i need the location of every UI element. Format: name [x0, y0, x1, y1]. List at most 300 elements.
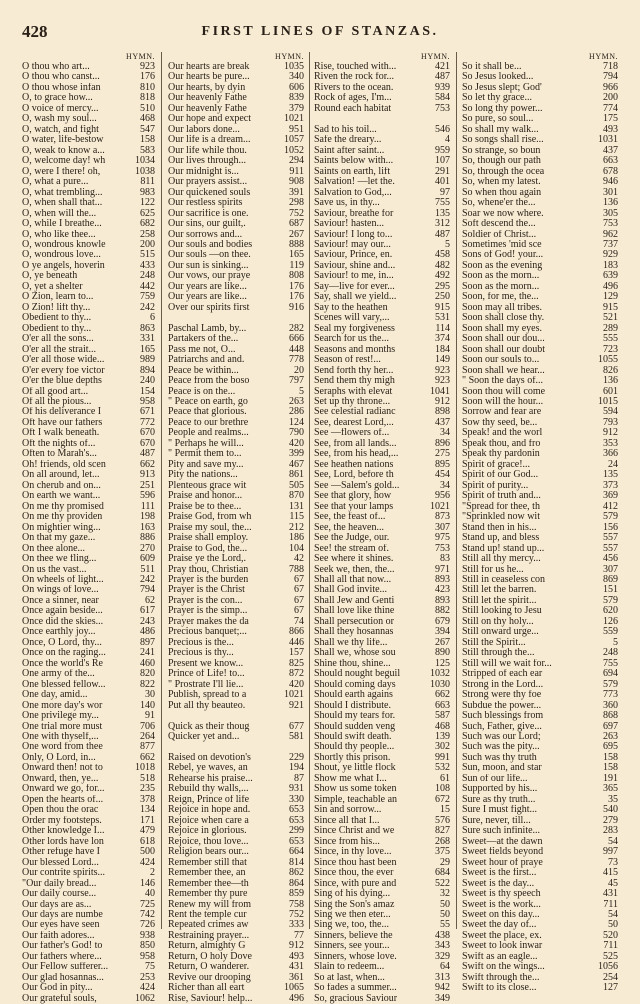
index-entry — [22, 931, 155, 941]
hymn-number: 758 — [289, 898, 304, 910]
index-entry — [462, 188, 618, 198]
hymn-number: 694 — [603, 668, 618, 680]
hymn-number: 67 — [294, 605, 304, 617]
index-entry — [314, 303, 450, 313]
index-entry — [22, 638, 155, 648]
hymn-number: 353 — [603, 437, 618, 449]
first-line-text: Quicker yet and... — [168, 732, 240, 742]
first-line-text: O, what trembling... — [22, 187, 103, 198]
stanza-column-1 — [22, 52, 155, 1004]
hymn-number: 939 — [435, 81, 450, 93]
hymn-number: 915 — [435, 301, 450, 313]
first-line-text: Should my tears for. — [314, 711, 396, 722]
first-line-text: O, who like thee... — [22, 229, 96, 240]
hymn-number: 394 — [435, 626, 450, 638]
index-entry — [314, 387, 450, 397]
hymn-number: 625 — [140, 207, 155, 219]
first-line-text: Rent the temple cur — [168, 909, 247, 920]
index-entry — [168, 512, 304, 522]
index-entry — [314, 837, 450, 847]
hymn-number: 618 — [140, 835, 155, 847]
hymn-number: 275 — [435, 448, 450, 460]
hymn-number: 191 — [603, 772, 618, 784]
index-entry — [462, 596, 618, 606]
index-entry — [314, 805, 450, 815]
first-line-text: Precious is the... — [168, 637, 234, 648]
first-line-text: Our life is a dream... — [168, 135, 251, 146]
first-line-text: Still the Spirit... — [462, 637, 526, 648]
first-line-text: Of all good art... — [22, 386, 89, 397]
index-entry — [168, 282, 304, 292]
first-line-text: Sin and sorrow... — [314, 805, 382, 816]
hymn-number: 794 — [140, 584, 155, 596]
index-entry — [22, 407, 155, 417]
index-entry — [314, 355, 450, 365]
index-entry — [314, 606, 450, 616]
hymn-number: 492 — [435, 270, 450, 282]
first-line-text: Strong were thy foe — [462, 690, 542, 701]
index-entry — [22, 366, 155, 376]
first-line-text: So, though our path — [462, 156, 541, 167]
first-line-text: See, dearest Lord,... — [314, 417, 394, 428]
first-line-text: Such, Father, give... — [462, 721, 542, 732]
first-line-text: Saviour, Prince, en. — [314, 250, 393, 261]
first-line-text: Repeated crimes aw — [168, 920, 249, 931]
hymn-number: 726 — [140, 919, 155, 931]
first-line-text: Soldier of Christ... — [462, 229, 537, 240]
hymn-number: 83 — [440, 553, 450, 565]
hymn-number: 617 — [140, 605, 155, 617]
hymn-number: 752 — [289, 908, 304, 920]
hymn-number: 298 — [289, 197, 304, 209]
hymn-number: 104 — [289, 542, 304, 554]
first-line-text: Sun, moon, and star — [462, 763, 542, 774]
index-entry — [22, 533, 155, 543]
first-line-text: O, yet a shelter — [22, 281, 83, 292]
index-entry — [314, 753, 450, 763]
hymn-number: 330 — [289, 793, 304, 805]
first-line-text: Once, O Lord, thy... — [22, 637, 102, 648]
index-entry — [462, 125, 618, 135]
hymn-number: 753 — [603, 218, 618, 230]
index-entry — [168, 617, 304, 627]
first-line-text: Over our spirits first — [168, 302, 250, 313]
hymn-number: 267 — [289, 228, 304, 240]
hymn-number: 958 — [140, 396, 155, 407]
first-line-text: " Permit them to... — [168, 449, 242, 460]
index-entry — [22, 240, 155, 250]
first-line-text: Our quickened souls — [168, 187, 251, 198]
first-line-text: Round each habitat — [314, 103, 392, 114]
hymn-number: 1021 — [284, 113, 304, 125]
first-line-text: Return, O holy Dove — [168, 951, 252, 962]
hymn-number: 129 — [603, 291, 618, 303]
hymn-number: 139 — [435, 731, 450, 742]
first-line-text: Prayer is the burden — [168, 574, 249, 585]
index-entry — [314, 366, 450, 376]
first-line-text: Slain to redeem... — [314, 962, 385, 973]
index-entry — [22, 481, 155, 491]
hymn-number: 666 — [289, 333, 304, 345]
hymn-number: 2 — [150, 867, 155, 879]
hymn-number: 810 — [140, 81, 155, 93]
first-line-text: Such was thy truth — [462, 752, 537, 763]
first-line-text: O'er all those wide... — [22, 355, 105, 366]
hymn-number: 212 — [289, 521, 304, 533]
first-line-text: Our midnight is... — [168, 166, 239, 177]
first-line-text: So, through the ocea — [462, 166, 545, 177]
hymn-number: 448 — [289, 343, 304, 355]
index-entry — [22, 868, 155, 878]
stanza-column-4 — [462, 52, 618, 994]
hymn-number: 1018 — [135, 762, 155, 774]
index-entry — [22, 502, 155, 512]
first-line-text: Should sudden veng — [314, 721, 396, 732]
first-line-text: Saints on earth, lift — [314, 166, 391, 177]
first-line-text: O, to grace how... — [22, 93, 93, 104]
first-line-text: O, wash my soul... — [22, 114, 97, 125]
index-entry — [314, 93, 450, 103]
first-line-text: Shall God invite... — [314, 585, 388, 596]
first-line-text: Sure, never, till... — [462, 815, 531, 826]
index-entry — [462, 523, 618, 533]
first-line-text: Our prayers assist... — [168, 177, 248, 188]
hymn-number: 863 — [140, 322, 155, 334]
first-line-text: Say to the heathen — [314, 302, 388, 313]
first-line-text: Onward, then, ye... — [22, 773, 99, 784]
index-entry — [22, 93, 155, 103]
index-entry — [22, 742, 155, 752]
index-entry — [462, 167, 618, 177]
index-entry — [168, 209, 304, 219]
first-line-text: Since thou, the ever — [314, 868, 394, 879]
index-entry — [314, 868, 450, 878]
first-line-text: O Zion! lift thy... — [22, 302, 91, 313]
hymn-number: 888 — [289, 238, 304, 250]
hymn-number: 5 — [613, 636, 618, 648]
first-line-text: Remember thee—th — [168, 878, 249, 889]
first-line-text: Soar we now where. — [462, 208, 544, 219]
hymn-number: 773 — [603, 689, 618, 701]
section-gap — [168, 313, 304, 323]
first-line-text: On that my gaze... — [22, 533, 96, 544]
hymn-number: 126 — [603, 615, 618, 627]
hymn-number: 1041 — [430, 385, 450, 397]
first-line-text: Shall love like thine — [314, 606, 395, 617]
index-entry — [22, 879, 155, 889]
hymn-number: 678 — [603, 165, 618, 177]
hymn-number: 662 — [140, 751, 155, 763]
hymn-number: 194 — [289, 762, 304, 774]
first-line-text: Our vows, our praye — [168, 271, 251, 282]
hymn-number: 601 — [603, 385, 618, 397]
index-entry — [314, 627, 450, 637]
first-line-text: Saviour! I long to... — [314, 229, 393, 240]
index-entry — [168, 575, 304, 585]
index-entry — [168, 837, 304, 847]
index-entry — [168, 784, 304, 794]
hymn-number: 122 — [140, 197, 155, 209]
hymn-number: 923 — [435, 364, 450, 376]
hymn-number: 797 — [289, 375, 304, 387]
index-entry — [314, 544, 450, 554]
first-line-text: See celestial radianc — [314, 407, 396, 418]
hymn-number: 29 — [440, 856, 450, 868]
hymn-number: 62 — [145, 594, 155, 606]
index-entry — [462, 711, 618, 721]
hymn-number: 200 — [140, 238, 155, 250]
index-entry — [22, 994, 155, 1004]
index-entry — [22, 135, 155, 145]
index-entry — [168, 345, 304, 355]
hymn-number: 158 — [140, 134, 155, 146]
first-line-text: Our days are numbe — [22, 909, 103, 920]
index-entry — [462, 753, 618, 763]
index-entry — [168, 481, 304, 491]
first-line-text: O water, life-bestow — [22, 135, 104, 146]
first-line-text: Swift through the... — [462, 972, 540, 983]
first-line-text: Soon shall close thy. — [462, 313, 545, 324]
index-entry — [462, 177, 618, 187]
first-line-text: Shine thou, shine... — [314, 658, 391, 669]
hymn-number: 291 — [435, 165, 450, 177]
first-line-text: Remember thy pure — [168, 889, 248, 900]
index-entry — [22, 847, 155, 857]
hymn-number: 864 — [289, 877, 304, 889]
first-line-text: Precious banquet;... — [168, 627, 247, 638]
first-line-text: So strange, so boun — [462, 145, 541, 156]
first-line-text: So let thy grace... — [462, 93, 532, 104]
index-entry — [22, 449, 155, 459]
first-line-text: Strong in the Lord... — [462, 679, 544, 690]
first-line-text: So at last, when... — [314, 972, 385, 983]
index-entry — [462, 533, 618, 543]
first-line-text: Remember thee, an — [168, 868, 246, 879]
hymn-number: 663 — [435, 699, 450, 711]
first-line-text: Our glad hosannas... — [22, 972, 104, 983]
first-line-text: Spirit of truth and... — [462, 491, 541, 502]
first-line-text: Sweet—at the dawn — [462, 836, 543, 847]
index-entry — [168, 439, 304, 449]
index-entry — [22, 826, 155, 836]
first-line-text: Rejoice, thou love... — [168, 836, 249, 847]
first-line-text: Soon shall our dou... — [462, 334, 545, 345]
index-entry — [168, 177, 304, 187]
column-divider — [309, 52, 310, 929]
hymn-number: 289 — [603, 322, 618, 334]
index-entry — [22, 565, 155, 575]
first-line-text: Our faith adores... — [22, 930, 95, 941]
index-entry — [22, 837, 155, 847]
hymn-number: 251 — [140, 479, 155, 491]
index-entry — [168, 188, 304, 198]
hymn-number: 114 — [435, 322, 450, 334]
hymn-number: 583 — [140, 144, 155, 156]
index-entry — [314, 470, 450, 480]
first-line-text: Our eyes have seen — [22, 920, 100, 931]
hymn-column-label: HYMN. — [126, 52, 155, 61]
index-entry — [22, 104, 155, 114]
index-entry — [168, 753, 304, 763]
first-line-text: O, when will the... — [22, 208, 97, 219]
page-header — [22, 22, 618, 44]
index-entry — [22, 376, 155, 386]
first-line-text: Our blessed Lord... — [22, 857, 99, 868]
index-entry — [314, 774, 450, 784]
first-line-text: So pure, so soul... — [462, 114, 534, 125]
index-entry — [462, 742, 618, 752]
hymn-number: 971 — [435, 563, 450, 575]
first-line-text: Sweet is the work... — [462, 899, 541, 910]
index-entry — [168, 889, 304, 899]
index-entry — [168, 292, 304, 302]
first-line-text: See! the stream of. — [314, 543, 389, 554]
first-line-text: Peace from the boso — [168, 376, 250, 387]
index-entry — [22, 900, 155, 910]
hymn-number: 171 — [140, 814, 155, 826]
first-line-text: Shall Jew and Genti — [314, 595, 395, 606]
column-divider — [161, 52, 162, 929]
index-entry — [168, 900, 304, 910]
hymn-number: 975 — [435, 532, 450, 544]
index-entry — [22, 952, 155, 962]
hymn-number: 42 — [294, 553, 304, 565]
index-entry — [314, 742, 450, 752]
index-entry — [462, 93, 618, 103]
index-entry — [314, 209, 450, 219]
hymn-number: 759 — [140, 291, 155, 303]
hymn-number: 264 — [140, 731, 155, 742]
index-entry — [22, 690, 155, 700]
hymn-number: 140 — [140, 699, 155, 711]
index-entry — [462, 491, 618, 501]
index-entry — [168, 983, 304, 993]
index-entry — [462, 470, 618, 480]
hymn-number: 620 — [603, 605, 618, 617]
index-entry — [168, 470, 304, 480]
first-line-text: Prince of Life! to... — [168, 669, 245, 680]
index-entry — [462, 763, 618, 773]
first-line-text: So Jesus slept; God' — [462, 82, 542, 93]
first-line-text: Praise to God, the... — [168, 543, 248, 554]
first-line-text: One trial more must — [22, 721, 103, 732]
first-line-text: One privilege my... — [22, 711, 99, 722]
index-entry — [22, 889, 155, 899]
first-line-text: Season of rest!... — [314, 355, 381, 366]
index-entry — [314, 554, 450, 564]
hymn-number: 312 — [435, 218, 450, 230]
index-entry — [314, 292, 450, 302]
first-line-text: "Our daily bread... — [22, 878, 97, 889]
hymn-number: 135 — [435, 207, 450, 219]
hymn-number: 983 — [140, 186, 155, 198]
hymn-number: 149 — [435, 354, 450, 366]
index-entry — [462, 407, 618, 417]
first-line-text: Save us, in thy... — [314, 198, 380, 209]
index-entry — [314, 481, 450, 491]
hymn-number: 136 — [603, 197, 618, 209]
first-line-text: Oh! friends, old scen — [22, 459, 106, 470]
index-entry — [22, 491, 155, 501]
hymn-number: 946 — [603, 176, 618, 188]
first-line-text: Swift on the wings... — [462, 962, 545, 973]
hymn-number: 671 — [140, 406, 155, 418]
index-entry — [22, 680, 155, 690]
index-entry — [462, 900, 618, 910]
index-entry — [168, 366, 304, 376]
index-entry — [168, 418, 304, 428]
index-entry — [22, 763, 155, 773]
index-entry — [168, 962, 304, 972]
hymn-number: 375 — [435, 846, 450, 858]
index-entry — [462, 690, 618, 700]
first-line-text: Spirit of grace!... — [462, 459, 531, 470]
hymn-number: 365 — [603, 783, 618, 795]
index-entry — [314, 62, 450, 72]
index-entry — [168, 533, 304, 543]
index-entry — [314, 345, 450, 355]
first-line-text: Simple, teachable an — [314, 794, 398, 805]
hymn-number: 679 — [435, 615, 450, 627]
hymn-number: 677 — [289, 720, 304, 732]
hymn-number: 420 — [289, 437, 304, 449]
hymn-number: 235 — [140, 783, 155, 795]
first-line-text: So fades a summer... — [314, 983, 397, 994]
hymn-number: 916 — [289, 301, 304, 313]
index-entry — [314, 680, 450, 690]
index-entry — [314, 261, 450, 271]
first-line-text: Saint after saint... — [314, 145, 385, 156]
hymn-number: 923 — [435, 375, 450, 387]
first-line-text: Our hope and expect — [168, 114, 252, 125]
hymn-number: 520 — [603, 929, 618, 941]
first-line-text: "Spread for thee, th — [462, 501, 540, 512]
first-line-text: Sure as thy truth... — [462, 794, 536, 805]
index-entry — [462, 774, 618, 784]
hymn-number: 1021 — [430, 500, 450, 512]
hymn-number: 897 — [140, 636, 155, 648]
hymn-number: 268 — [435, 835, 450, 847]
hymn-number: 200 — [603, 92, 618, 104]
hymn-number: 872 — [289, 668, 304, 680]
index-entry — [22, 418, 155, 428]
index-entry — [22, 575, 155, 585]
hymn-number: 808 — [289, 270, 304, 282]
index-entry — [168, 397, 304, 407]
first-line-text: Sun of our life... — [462, 773, 528, 784]
first-line-text: Sad to his toil... — [314, 124, 377, 135]
first-line-text: One day, amid... — [22, 690, 88, 701]
hymn-number: 263 — [289, 396, 304, 407]
index-entry — [22, 920, 155, 930]
first-line-text: Our fathers where... — [22, 951, 102, 962]
first-line-text: Rebel, ye waves, an — [168, 763, 248, 774]
first-line-text: Our years are like... — [168, 292, 247, 303]
hymn-number: 158 — [603, 762, 618, 774]
hymn-number: 1032 — [430, 668, 450, 680]
first-line-text: Set up thy throne... — [314, 397, 391, 407]
first-line-text: Still through the... — [462, 648, 535, 659]
hymn-number: 487 — [140, 448, 155, 460]
first-line-text: Once earthly joy... — [22, 627, 96, 638]
first-line-text: So shall my walk... — [462, 124, 539, 135]
first-line-text: Our life while thou. — [168, 145, 247, 156]
first-line-text: Plenteous grace wit — [168, 480, 247, 491]
hymn-number: 131 — [289, 500, 304, 512]
first-line-text: See, the feast of... — [314, 512, 386, 523]
hymn-number: 254 — [603, 971, 618, 983]
index-entry — [22, 250, 155, 260]
